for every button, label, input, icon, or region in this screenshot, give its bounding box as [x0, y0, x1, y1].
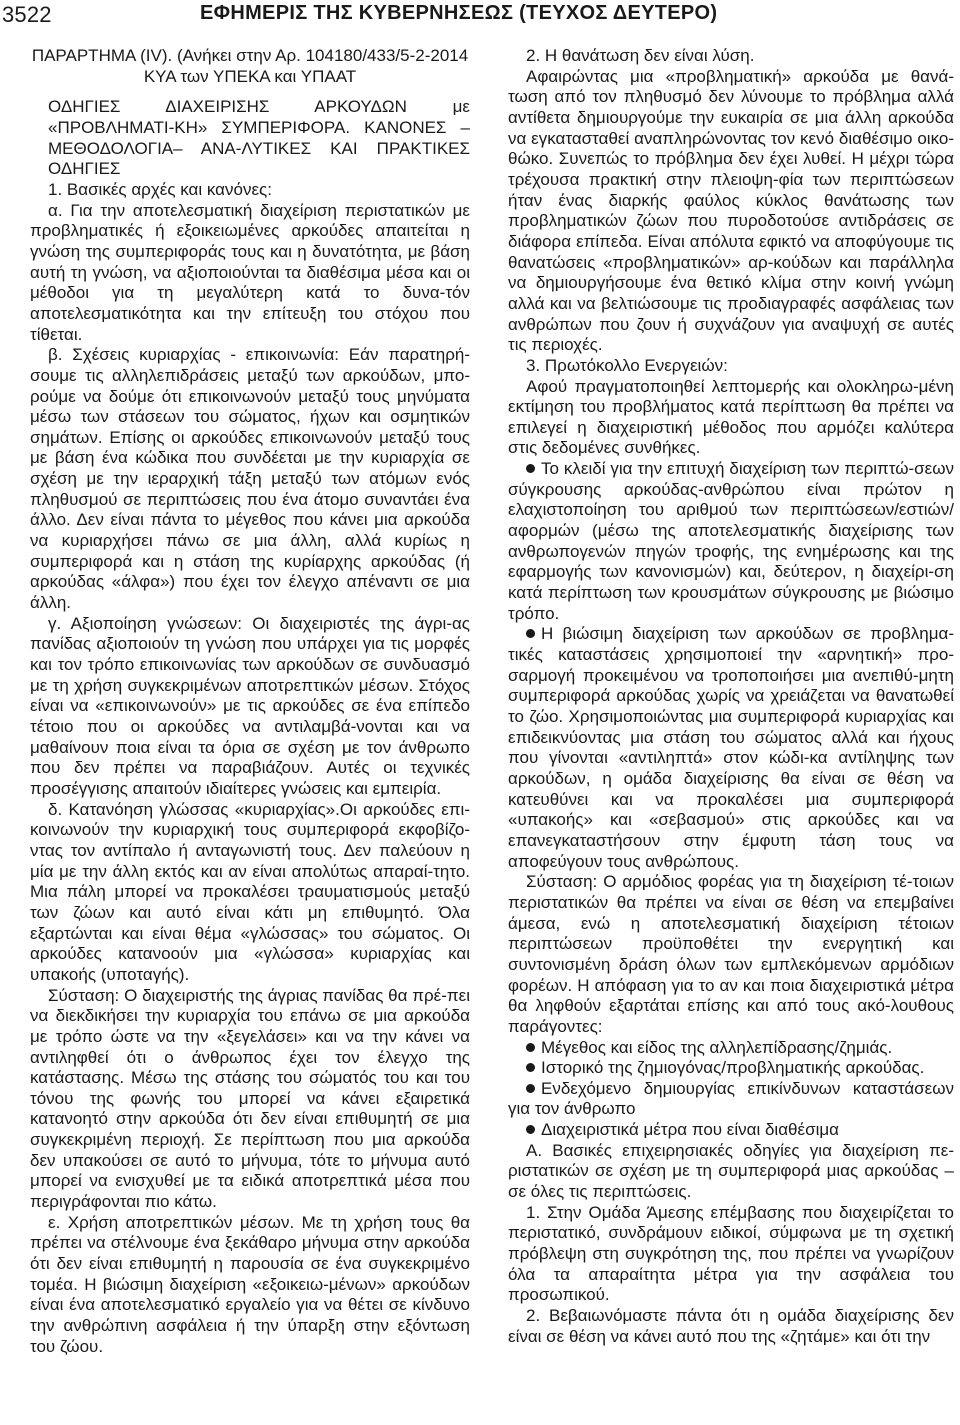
- page-number: 3522: [2, 2, 52, 27]
- bullet-icon: [526, 1063, 535, 1072]
- appendix-title-line-2: ΚΥΑ των ΥΠΕΚΑ και ΥΠΑΑΤ: [143, 66, 357, 86]
- factor-text: Διαχειριστικά μέτρα που είναι διαθέσιμα: [541, 1120, 839, 1140]
- bullet-key-item: [508, 459, 954, 624]
- paragraph-a: α. Για την αποτελεσματική διαχείριση περιστατικών με προβληματικές ή εξοικειωμένες αρκούδες απαιτείται η γνώση της συμπεριφοράς τους και η δυνατότητα, με βάση αυτή τη γνώση, να αξιοποιούνται τα διαθέσιμα μέσα και οι μέθοδοι για τη μεγαλύτερη κατά το δυνα-τόν αποτελεσματικότητα και την επίτευξη του στόχου που τίθεται.: [30, 200, 470, 344]
- bullet-icon: [526, 629, 535, 638]
- section-a-heading: Α. Βασικές επιχειρησιακές οδηγίες για διαχείριση πε-ριστατικών σε σχέση με τη συμπεριφορά μιας αρκούδας – σε όλες τις περιπτώσεις.: [508, 1140, 954, 1202]
- bullet-icon: [526, 464, 535, 473]
- bullet-icon: [526, 1043, 535, 1052]
- recommendation-paragraph: Σύσταση: Ο αρμόδιος φορέας για τη διαχείριση τέ-τοιων περιστατικών θα πρέπει να είναι σε θέση να επεμβαίνει άμεσα, ενώ η αποτελεσματική διαχείριση τέτοιων περιπτώσεων προϋποθέτει την ενεργητική και συντονισμένη δράση όλων των εμπλεκόμενων αρμόδιων φορέων. Η απόφαση για το αν και ποια διαχειριστικά μέτρα θα ληφθούν εξαρτάται επίσης και από τους ακό-λουθους παράγοντες:: [508, 872, 954, 1036]
- appendix-title-line-1: ΠΑΡΑΡΤΗΜΑ (IV). (Ανήκει στην Αρ. 104180/433/5-2-2014: [31, 46, 469, 65]
- factor-item: [508, 1058, 954, 1079]
- paragraph-c: γ. Αξιοποίηση γνώσεων: Οι διαχειριστές της άγρι-ας πανίδας αξιοποιούν τη γνώση που υπάρχει για τις μορφές και τον τρόπο επικοινωνίας των αρκούδων σε συνδυασμό με τη χρήση συγκεκριμένων αποτρεπτικών μέσων. Στόχος είναι να «επικοινωνούν» με τις αρκούδες σε ένα επίπεδο τέτοιο που οι αρκούδες να αντιλαμβά-νονται και να μαθαίνουν ποια είναι τα όρια σε σχέση με τον άνθρωπο που δεν πρέπει να παραβιάζουν. Αυτές οι τεχνικές προσέγγισης απαιτούν ιδιαίτερες γνώσεις και εμπειρία.: [30, 613, 470, 798]
- right-column: [508, 46, 954, 1347]
- bullet-sustainable-text: Η βιώσιμη διαχείριση των αρκούδων σε προβλημα-τικές καταστάσεις χρησιμοποιεί την «αρνητική» προ-σαρμογή προκειμένου να τροποποιήσει μια ανεπιθύ-μητη συμπεριφορά αρκούδας χωρίς να χρειάζεται να θανατωθεί το ζώο. Χρησιμοποιώντας μια συμπεριφορά κυριαρχίας και επιδεικνύοντας μια στάση του σώματος αλλά και ήχους που γίνονται «αντιληπτά» στον κώδι-κα αντίληψης των αρκούδων, η ομάδα διαχείρισης θα είναι σε θέση να κατευθύνει και να προκαλέσει μια συμπεριφορά «υπακοής» και «σεβασμού» στις αρκούδες και να επανεγκαταστήσουν στην έμφυτη τάση τους να αποφεύγουν τους ανθρώπους.: [508, 624, 954, 871]
- factor-text: Μέγεθος και είδος της αλληλεπίδρασης/ζημιάς.: [541, 1037, 893, 1057]
- factor-text: Ενδεχόμενο δημιουργίας επικίνδυνων καταστάσεων για τον άνθρωπο: [508, 1078, 954, 1119]
- factor-item: [508, 1120, 954, 1141]
- bullet-sustainable-item: [508, 624, 954, 872]
- paragraph-d: δ. Κατανόηση γλώσσας «κυριαρχίας».Οι αρκούδες επι-κοινωνούν την κυριαρχική τους συμπεριφορά εκφοβίζο-ντας τον αντίπαλο ή ανταγωνιστή τους. Δεν παλεύουν η μία με την άλλη εκτός και αν είναι απολύτως απαραί-τητο. Μια πάλη μπορεί να προκαλέσει τραυματισμούς μεταξύ των ζώων και αυτό είναι κάτι μη επιθυμητό. Όλα εξαρτώνται και είναι θέμα «γλώσσας» του σώματος. Οι αρκούδες κατανοούν μια «γλώσσα» κυριαρχίας και υπακοής (υποταγής).: [30, 799, 470, 984]
- bullet-icon: [526, 1084, 535, 1093]
- gazette-title: ΕΦΗΜΕΡΙΣ ΤΗΣ ΚΥΒΕΡΝΗΣΕΩΣ (ΤΕΥΧΟΣ ΔΕΥΤΕΡΟ): [200, 2, 718, 24]
- paragraph-d-recommendation: Σύσταση: Ο διαχειριστής της άγριας πανίδας θα πρέ-πει να διεκδικήσει την κυριαρχία του επάνω σε μια αρκούδα με τρόπο ώστε να την «ξεγελάσει» και να την κάνει να αντιληφθεί ότι ο άνθρωπος έχει τον έλεγχο της κατάστασης. Μέσω της στάσης του σώματός του και του τόνου της φωνής του μπορεί να κάνει εξαιρετικά κατανοητό στην αρκούδα ότι δεν είναι επιθυμητή σε μια συγκεκριμένη περιοχή. Σε περίπτωση που μια αρκούδα δεν υπακούσει σε αυτό το μήνυμα, τότε το μήνυμα αυτό μπορεί να ενισχυθεί με τα ειδικά αποτρεπτικά μέσα που περιγράφονται πιο κάτω.: [30, 985, 470, 1212]
- section-2-heading: 2. Η θανάτωση δεν είναι λύση.: [526, 46, 755, 65]
- page-header: [0, 0, 960, 30]
- paragraph-e: ε. Χρήση αποτρεπτικών μέσων. Με τη χρήση τους θα πρέπει να στέλνουμε ένα ξεκάθαρο μήνυμα στην αρκούδα ότι δεν είναι επιθυμητή η παρουσία σε ένα συγκεκριμένο τομέα. Η βιώσιμη διαχείριση «εξοικειω-μένων» αρκούδων είναι ένα αποτελεσματικό εργαλείο για να θέτει σε κίνδυνο την ανθρώπινη ασφάλεια ή την ύπαρξη στην εξόντωση του ζώου.: [30, 1212, 470, 1356]
- guidelines-title: ΟΔΗΓΙΕΣ ΔΙΑΧΕΙΡΙΣΗΣ ΑΡΚΟΥΔΩΝ με «ΠΡΟΒΛΗΜΑΤΙ-ΚΗ» ΣΥΜΠΕΡΙΦΟΡΑ. ΚΑΝΟΝΕΣ – ΜΕΘΟΔΟΛΟΓΙΑ– ΑΝΑ-ΛΥΤΙΚΕΣ ΚΑΙ ΠΡΑΚΤΙΚΕΣ ΟΔΗΓΙΕΣ: [48, 97, 470, 179]
- factor-text: Ιστορικό της ζημιογόνας/προβληματικής αρκούδας.: [541, 1058, 925, 1078]
- section-2-paragraph: Αφαιρώντας μια «προβληματική» αρκούδα με θανά-τωση από τον πληθυσμό δεν λύνουμε το πρόβλημα αλλά αντίθετα δημιουργούμε την ευκαιρία σε μια άλλη αρκούδα να εγκατασταθεί αναπληρώνοντας τον κενό διαθέσιμο οικο-θώκο. Συνεπώς το πρόβλημα δεν έχει λυθεί. Η μέχρι τώρα τρέχουσα πρακτική στην πλειοψη-φία των περιπτώσεων ήταν ένας διαρκής φαύλος κύκλος θανάτωσης των προβληματικών ζώων που πυροδοτούσε αντιδράσεις σε διάφορα επίπεδα. Είναι απόλυτα εφικτό να αποφύγουμε τις θανατώσεις «προβληματικών» αρ-κούδων και παράλληλα να δημιουργήσουμε ένα θετικό κλίμα στην κοινή γνώμη αλλά και να βελτιώσουμε τις προδιαγραφές ασφάλειας των ανθρώπων που ζουν ή συχνάζουν για αναψυχή σε αυτές τις περιοχές.: [508, 66, 954, 355]
- bullet-key-text: Το κλειδί για την επιτυχή διαχείριση των περιπτώ-σεων σύγκρουσης αρκούδας-ανθρώπου είναι πρώτον η ελαχιστοποίηση του αριθμού των περιπτώσεων/εστιών/ αφορμών (μέσω της αποτελεσματικής διαχείρισης των ανθρωπογενών πηγών τροφής, της ενημέρωσης και της εφαρμογής των κανονισμών) και, δεύτερον, η διαχείρι-ση κατά περίπτωση των κρουσμάτων σύγκρουσης με βιώσιμο τρόπο.: [508, 459, 954, 623]
- bullet-icon: [526, 1125, 535, 1134]
- section-3-heading: 3. Πρωτόκολλο Ενεργειών:: [526, 355, 728, 375]
- paragraph-b: β. Σχέσεις κυριαρχίας - επικοινωνία: Εάν παρατηρή-σουμε τις αλληλεπιδράσεις μεταξύ των αρκούδων, μπο-ρούμε να δούμε ότι επικοινωνούν μεταξύ τους μηνύματα μέσω των στάσεων του σώματος, ήχων και οσμητικών σημάτων. Επίσης οι αρκούδες επικοινωνούν μεταξύ τους με βάση ένα κώδικα που συνδέεται με την κυριαρχία σε σχέση με την ιεραρχική τάξη μεταξύ των ατόμων ενός πληθυσμού σε περιπτώσεις που ένα άτομο συναντάει ένα άλλο. Δεν είναι πάντα το μέγεθος που κάνει μια αρκούδα να κυριαρχήσει πάνω σε μια άλλη, αλλά κυρίως η συμπεριφορά και η στάση της κυρίαρχης αρκούδας (ή αρκούδας «άλφα») που έχει τον έλεγχο απέναντι σε μια άλλη.: [30, 345, 470, 613]
- left-column: [30, 46, 470, 1357]
- factor-item: [508, 1079, 954, 1120]
- factor-item: [508, 1038, 954, 1059]
- section-1-heading: 1. Βασικές αρχές και κανόνες:: [48, 179, 272, 199]
- item-1-paragraph: 1. Στην Ομάδα Άμεσης επέμβασης που διαχειρίζεται το περιστατικό, συνδράμουν ειδικοί, σύμφωνα με τη σχετική πρόβλεψη στη συγκρότηση της, που πρέπει να γνωρίζουν όλα τα απαραίτητα μέτρα για την ασφάλεια του προσωπικού.: [508, 1202, 954, 1305]
- item-2-paragraph: 2. Βεβαιωνόμαστε πάντα ότι η ομάδα διαχείρισης δεν είναι σε θέση να κάνει αυτό που της «ζητάμε» και ότι την: [508, 1306, 954, 1346]
- section-3-paragraph: Αφού πραγματοποιηθεί λεπτομερής και ολοκληρω-μένη εκτίμηση του προβλήματος κατά περίπτωση θα πρέπει να επιλεγεί η διαχειριστική μέθοδος που αρμόζει καλύτερα στις δεδομένες συνθήκες.: [508, 376, 954, 458]
